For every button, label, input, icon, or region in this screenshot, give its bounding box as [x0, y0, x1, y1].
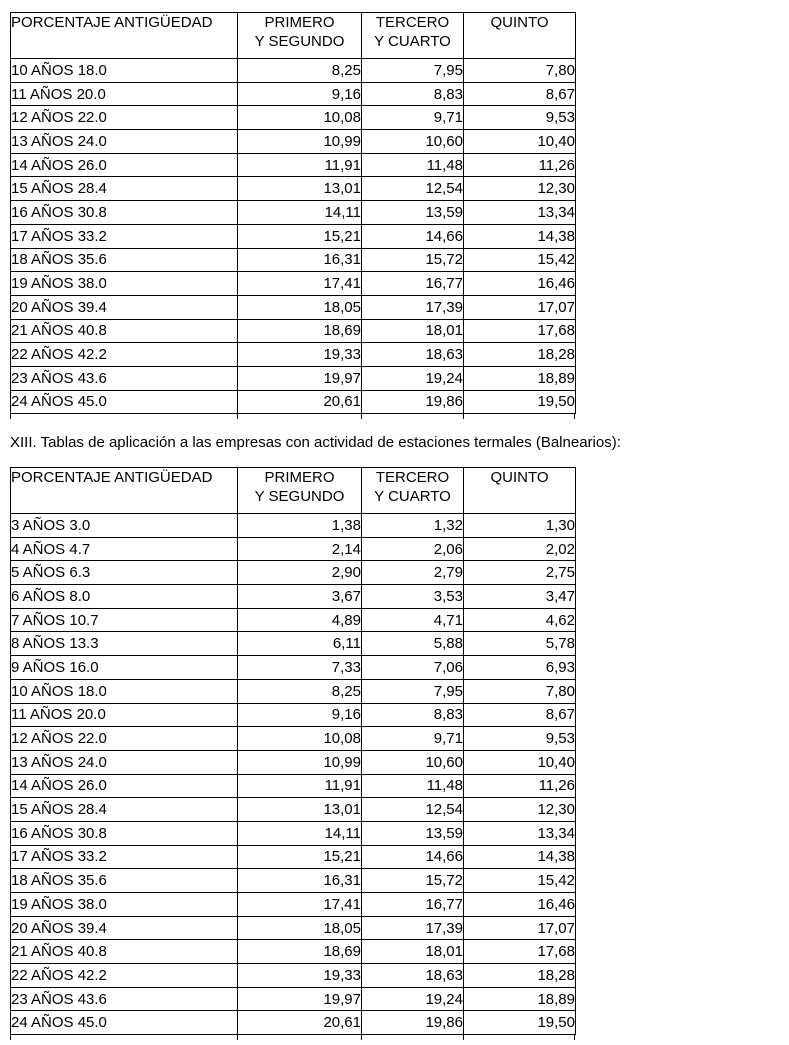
value-cell: 9,53	[464, 727, 576, 751]
column-header-tercero-y-cuarto	[362, 468, 464, 514]
table-row	[11, 940, 576, 964]
value-cell: 19,86	[362, 1011, 464, 1035]
table-row	[11, 82, 576, 106]
value-cell: 15,42	[464, 248, 576, 272]
table-row	[11, 845, 576, 869]
value-cell: 10,08	[238, 106, 362, 130]
value-cell: 12,54	[362, 798, 464, 822]
header-line: TERCERO	[375, 469, 450, 486]
value-cell: 19,97	[238, 366, 362, 390]
value-cell: 14,66	[362, 224, 464, 248]
table-row	[11, 727, 576, 751]
row-label-cell: 13 AÑOS 24.0	[11, 750, 238, 774]
table-row	[11, 272, 576, 296]
value-cell: 14,11	[238, 821, 362, 845]
value-cell: 13,34	[464, 821, 576, 845]
row-label-cell: 20 AÑOS 39.4	[11, 295, 238, 319]
table-row	[11, 893, 576, 917]
value-cell: 11,48	[362, 774, 464, 798]
value-cell: 12,30	[464, 177, 576, 201]
value-cell: 9,71	[362, 106, 464, 130]
row-label-cell: 18 AÑOS 35.6	[11, 248, 238, 272]
value-cell: 7,95	[362, 679, 464, 703]
value-cell: 17,07	[464, 916, 576, 940]
value-cell: 3,53	[362, 585, 464, 609]
table-row	[11, 201, 576, 225]
row-label-cell: 11 AÑOS 20.0	[11, 703, 238, 727]
value-cell: 18,89	[464, 987, 576, 1011]
value-cell: 10,99	[238, 130, 362, 154]
table-row	[11, 153, 576, 177]
table-header	[11, 13, 576, 59]
value-cell: 10,40	[464, 750, 576, 774]
value-cell: 16,46	[464, 893, 576, 917]
table-row	[11, 319, 576, 343]
row-label-cell: 7 AÑOS 10.7	[11, 608, 238, 632]
row-label-cell: 20 AÑOS 39.4	[11, 916, 238, 940]
row-label-cell: 24 AÑOS 45.0	[11, 390, 238, 414]
value-cell: 12,54	[362, 177, 464, 201]
table-header-row	[11, 468, 576, 514]
value-cell: 7,06	[362, 656, 464, 680]
value-cell: 2,02	[464, 537, 576, 561]
table-row	[11, 608, 576, 632]
header-line: PRIMERO	[264, 14, 335, 31]
table-row	[11, 916, 576, 940]
value-cell: 2,14	[238, 537, 362, 561]
value-cell: 10,99	[238, 750, 362, 774]
value-cell: 11,26	[464, 774, 576, 798]
table-row	[11, 1011, 576, 1035]
seniority-table-general-wrap	[10, 12, 576, 419]
value-cell: 2,75	[464, 561, 576, 585]
value-cell: 7,80	[464, 679, 576, 703]
value-cell: 17,41	[238, 272, 362, 296]
column-header-primero-y-segundo	[238, 13, 362, 59]
value-cell: 18,89	[464, 366, 576, 390]
header-line: Y CUARTO	[374, 33, 451, 50]
value-cell: 20,61	[238, 390, 362, 414]
row-label-cell: 6 AÑOS 8.0	[11, 585, 238, 609]
value-cell: 16,31	[238, 869, 362, 893]
row-label-cell: 12 AÑOS 22.0	[11, 727, 238, 751]
seniority-table-general	[10, 12, 576, 414]
value-cell: 1,38	[238, 514, 362, 538]
column-header-porcentaje-antiguedad: PORCENTAJE ANTIGÜEDAD	[11, 13, 238, 59]
value-cell: 1,30	[464, 514, 576, 538]
table-row	[11, 295, 576, 319]
value-cell: 5,88	[362, 632, 464, 656]
row-label-cell: 5 AÑOS 6.3	[11, 561, 238, 585]
value-cell: 2,06	[362, 537, 464, 561]
table-row	[11, 177, 576, 201]
row-label-cell: 15 AÑOS 28.4	[11, 177, 238, 201]
value-cell: 14,38	[464, 224, 576, 248]
value-cell: 13,34	[464, 201, 576, 225]
value-cell: 1,32	[362, 514, 464, 538]
value-cell: 18,69	[238, 940, 362, 964]
value-cell: 20,61	[238, 1011, 362, 1035]
table-row	[11, 798, 576, 822]
row-label-cell: 14 AÑOS 26.0	[11, 153, 238, 177]
table-row	[11, 585, 576, 609]
value-cell: 14,38	[464, 845, 576, 869]
value-cell: 16,77	[362, 893, 464, 917]
section-heading-balnearios: XIII. Tablas de aplicación a las empresas con actividad de estaciones termales (Balnearios):	[10, 434, 621, 451]
value-cell: 13,59	[362, 821, 464, 845]
table-row	[11, 750, 576, 774]
row-label-cell: 16 AÑOS 30.8	[11, 821, 238, 845]
value-cell: 8,83	[362, 82, 464, 106]
table-row	[11, 561, 576, 585]
table-header	[11, 468, 576, 514]
header-line: Y CUARTO	[374, 488, 451, 505]
row-label-cell: 4 AÑOS 4.7	[11, 537, 238, 561]
row-label-cell: 21 AÑOS 40.8	[11, 319, 238, 343]
row-label-cell: 22 AÑOS 42.2	[11, 343, 238, 367]
row-label-cell: 23 AÑOS 43.6	[11, 987, 238, 1011]
table-row	[11, 821, 576, 845]
value-cell: 8,67	[464, 703, 576, 727]
value-cell: 10,60	[362, 130, 464, 154]
value-cell: 18,01	[362, 319, 464, 343]
header-line: TERCERO	[375, 14, 450, 31]
column-header-primero-y-segundo	[238, 468, 362, 514]
table-row	[11, 248, 576, 272]
value-cell: 11,48	[362, 153, 464, 177]
value-cell: 8,25	[238, 59, 362, 83]
value-cell: 19,33	[238, 964, 362, 988]
value-cell: 18,69	[238, 319, 362, 343]
value-cell: 17,68	[464, 940, 576, 964]
header-line: PRIMERO	[264, 469, 335, 486]
value-cell: 6,11	[238, 632, 362, 656]
table-row	[11, 59, 576, 83]
seniority-table-balnearios-wrap	[10, 467, 576, 1040]
value-cell: 5,78	[464, 632, 576, 656]
table-body	[11, 514, 576, 1035]
table-row	[11, 774, 576, 798]
table-row	[11, 130, 576, 154]
value-cell: 18,63	[362, 343, 464, 367]
value-cell: 4,71	[362, 608, 464, 632]
value-cell: 19,50	[464, 1011, 576, 1035]
row-label-cell: 15 AÑOS 28.4	[11, 798, 238, 822]
table-border-stubs	[10, 1035, 575, 1040]
row-label-cell: 10 AÑOS 18.0	[11, 679, 238, 703]
value-cell: 18,05	[238, 295, 362, 319]
table-row	[11, 632, 576, 656]
value-cell: 9,16	[238, 703, 362, 727]
table-row	[11, 224, 576, 248]
value-cell: 19,86	[362, 390, 464, 414]
value-cell: 18,05	[238, 916, 362, 940]
value-cell: 14,11	[238, 201, 362, 225]
value-cell: 11,26	[464, 153, 576, 177]
table-row	[11, 366, 576, 390]
header-line: Y SEGUNDO	[254, 33, 345, 50]
row-label-cell: 22 AÑOS 42.2	[11, 964, 238, 988]
value-cell: 15,72	[362, 869, 464, 893]
value-cell: 9,53	[464, 106, 576, 130]
value-cell: 16,77	[362, 272, 464, 296]
value-cell: 17,41	[238, 893, 362, 917]
value-cell: 3,47	[464, 585, 576, 609]
value-cell: 2,90	[238, 561, 362, 585]
row-label-cell: 11 AÑOS 20.0	[11, 82, 238, 106]
row-label-cell: 19 AÑOS 38.0	[11, 272, 238, 296]
row-label-cell: 24 AÑOS 45.0	[11, 1011, 238, 1035]
value-cell: 9,71	[362, 727, 464, 751]
row-label-cell: 14 AÑOS 26.0	[11, 774, 238, 798]
value-cell: 17,39	[362, 916, 464, 940]
table-row	[11, 343, 576, 367]
table-border-stubs	[10, 414, 575, 419]
value-cell: 9,16	[238, 82, 362, 106]
value-cell: 7,33	[238, 656, 362, 680]
table-row	[11, 656, 576, 680]
value-cell: 3,67	[238, 585, 362, 609]
value-cell: 15,21	[238, 224, 362, 248]
value-cell: 11,91	[238, 153, 362, 177]
value-cell: 17,07	[464, 295, 576, 319]
value-cell: 14,66	[362, 845, 464, 869]
value-cell: 10,40	[464, 130, 576, 154]
value-cell: 8,25	[238, 679, 362, 703]
row-label-cell: 8 AÑOS 13.3	[11, 632, 238, 656]
value-cell: 11,91	[238, 774, 362, 798]
value-cell: 15,21	[238, 845, 362, 869]
table-row	[11, 537, 576, 561]
column-header-porcentaje-antiguedad: PORCENTAJE ANTIGÜEDAD	[11, 468, 238, 514]
value-cell: 15,42	[464, 869, 576, 893]
table-header-row	[11, 13, 576, 59]
row-label-cell: 3 AÑOS 3.0	[11, 514, 238, 538]
value-cell: 18,28	[464, 343, 576, 367]
value-cell: 8,67	[464, 82, 576, 106]
value-cell: 13,01	[238, 798, 362, 822]
seniority-table-balnearios	[10, 467, 576, 1035]
value-cell: 17,68	[464, 319, 576, 343]
table-row	[11, 869, 576, 893]
table-body	[11, 59, 576, 414]
table-row	[11, 964, 576, 988]
row-label-cell: 17 AÑOS 33.2	[11, 845, 238, 869]
value-cell: 8,83	[362, 703, 464, 727]
value-cell: 16,46	[464, 272, 576, 296]
value-cell: 19,24	[362, 987, 464, 1011]
value-cell: 10,60	[362, 750, 464, 774]
column-header-tercero-y-cuarto	[362, 13, 464, 59]
row-label-cell: 9 AÑOS 16.0	[11, 656, 238, 680]
value-cell: 12,30	[464, 798, 576, 822]
value-cell: 4,62	[464, 608, 576, 632]
column-header-quinto: QUINTO	[464, 468, 576, 514]
table-row	[11, 987, 576, 1011]
row-label-cell: 21 AÑOS 40.8	[11, 940, 238, 964]
row-label-cell: 13 AÑOS 24.0	[11, 130, 238, 154]
value-cell: 17,39	[362, 295, 464, 319]
value-cell: 19,33	[238, 343, 362, 367]
value-cell: 4,89	[238, 608, 362, 632]
value-cell: 2,79	[362, 561, 464, 585]
value-cell: 15,72	[362, 248, 464, 272]
row-label-cell: 10 AÑOS 18.0	[11, 59, 238, 83]
table-row	[11, 679, 576, 703]
value-cell: 19,97	[238, 987, 362, 1011]
row-label-cell: 16 AÑOS 30.8	[11, 201, 238, 225]
value-cell: 7,95	[362, 59, 464, 83]
value-cell: 18,28	[464, 964, 576, 988]
row-label-cell: 12 AÑOS 22.0	[11, 106, 238, 130]
value-cell: 13,01	[238, 177, 362, 201]
value-cell: 19,50	[464, 390, 576, 414]
table-row	[11, 106, 576, 130]
header-line: Y SEGUNDO	[254, 488, 345, 505]
table-row	[11, 514, 576, 538]
value-cell: 18,63	[362, 964, 464, 988]
row-label-cell: 17 AÑOS 33.2	[11, 224, 238, 248]
row-label-cell: 18 AÑOS 35.6	[11, 869, 238, 893]
value-cell: 16,31	[238, 248, 362, 272]
row-label-cell: 19 AÑOS 38.0	[11, 893, 238, 917]
column-header-quinto: QUINTO	[464, 13, 576, 59]
table-row	[11, 390, 576, 414]
value-cell: 13,59	[362, 201, 464, 225]
table-row	[11, 703, 576, 727]
row-label-cell: 23 AÑOS 43.6	[11, 366, 238, 390]
value-cell: 19,24	[362, 366, 464, 390]
value-cell: 18,01	[362, 940, 464, 964]
value-cell: 6,93	[464, 656, 576, 680]
value-cell: 7,80	[464, 59, 576, 83]
value-cell: 10,08	[238, 727, 362, 751]
